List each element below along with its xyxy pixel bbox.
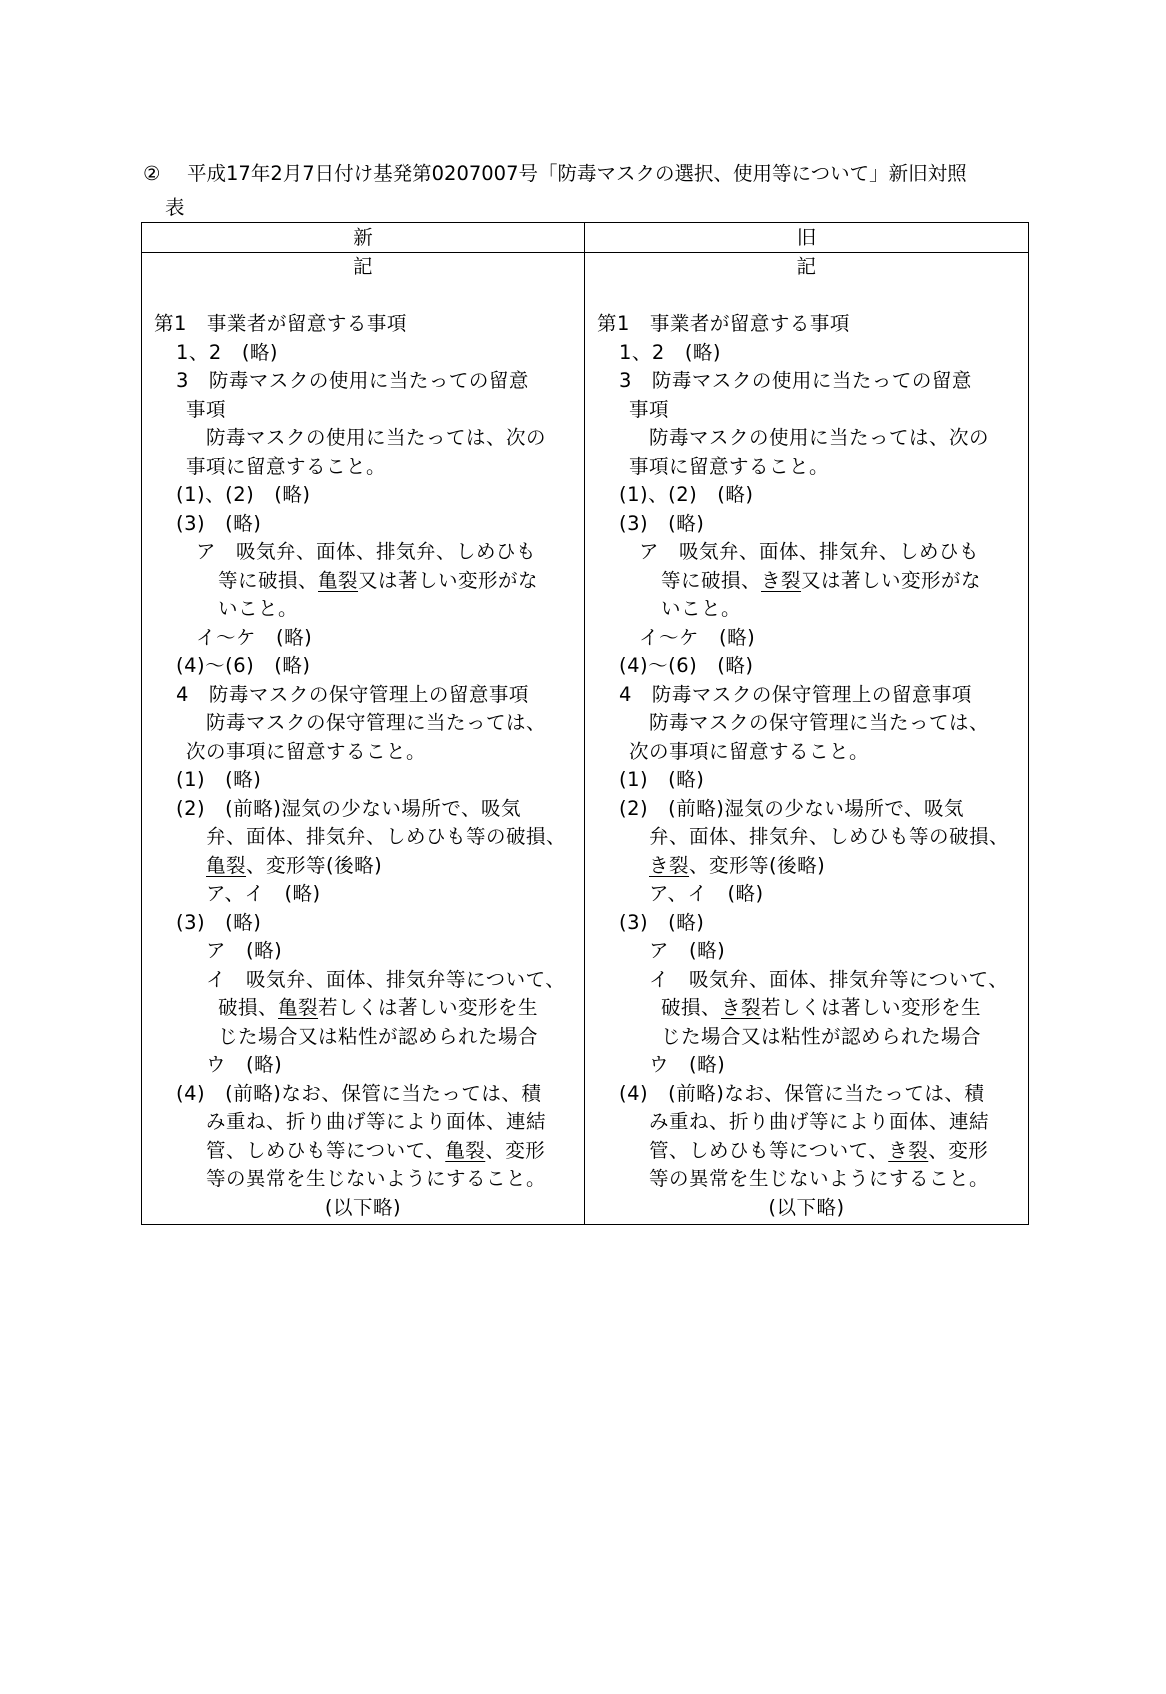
text-line (585, 966, 1028, 995)
line-text: 次の事項に留意すること。 (186, 739, 427, 763)
line-text: 等に破損、 (218, 568, 319, 592)
header-new: 新 (142, 223, 585, 253)
line-text: ア 吸気弁、面体、排気弁、しめひも (196, 540, 537, 563)
text-line (585, 567, 1028, 596)
line-text: 事項に留意すること。 (186, 454, 387, 478)
text-line (142, 310, 584, 339)
header-row (142, 223, 1029, 253)
text-line (585, 909, 1028, 938)
text-line (142, 1051, 584, 1080)
text-line (142, 396, 584, 425)
text-line (142, 339, 584, 368)
text-line (142, 994, 584, 1023)
text-line (142, 510, 584, 539)
line-text: 防毒マスクの使用に当たっては、次の (629, 426, 990, 449)
old-column-footer: (以下略) (768, 1195, 845, 1219)
line-text: 第1 事業者が留意する事項 (597, 312, 850, 335)
line-text: (1) (略) (176, 768, 262, 791)
text-line (142, 966, 584, 995)
line-text: 防毒マスクの保守管理に当たっては、 (629, 711, 990, 734)
text-line (585, 937, 1028, 966)
amended-term: き裂 (649, 853, 690, 877)
text-line (142, 538, 584, 567)
text-line (142, 909, 584, 938)
text-line (142, 1023, 584, 1052)
text-line (142, 852, 584, 881)
text-line (142, 1165, 584, 1194)
text-line (142, 681, 584, 710)
text-line (142, 766, 584, 795)
text-line (585, 538, 1028, 567)
line-text: み重ね、折り曲げ等により面体、連結 (206, 1110, 547, 1133)
line-text: ア (略) (206, 939, 283, 962)
amended-term: 亀裂 (445, 1138, 486, 1162)
blank-line (585, 282, 1028, 311)
text-line (585, 510, 1028, 539)
text-line (142, 481, 584, 510)
line-text: 、変形等(後略) (689, 853, 826, 877)
line-text: イ 吸気弁、面体、排気弁等について、 (206, 967, 566, 991)
amended-term: き裂 (721, 996, 762, 1019)
line-text: (1)、(2) (略) (176, 483, 311, 506)
new-column-footer: (以下略) (324, 1195, 402, 1219)
line-text: ウ (略) (649, 1053, 726, 1076)
line-text: 管、しめひも等について、 (206, 1138, 446, 1162)
old-column (585, 253, 1029, 1225)
blank-line (142, 282, 584, 311)
line-text: じた場合又は粘性が認められた場合 (218, 1024, 539, 1048)
text-line (585, 1108, 1028, 1137)
text-line (585, 453, 1028, 482)
line-text: (1)、(2) (略) (619, 483, 754, 506)
line-text: 、変形 (485, 1138, 546, 1162)
line-text: 破損、 (218, 996, 279, 1019)
line-text: (4)～(6) (略) (619, 654, 754, 677)
text-line (585, 1165, 1028, 1194)
text-line (585, 652, 1028, 681)
line-text: 弁、面体、排気弁、しめひも等の破損、 (649, 825, 1010, 848)
text-line (142, 567, 584, 596)
new-column (142, 253, 585, 1225)
text-line (142, 424, 584, 453)
text-line (585, 624, 1028, 653)
line-text: 破損、 (661, 996, 722, 1019)
text-line (142, 1080, 584, 1109)
text-line (142, 937, 584, 966)
line-text: 防毒マスクの保守管理に当たっては、 (186, 711, 547, 734)
comparison-table (141, 222, 1029, 1225)
line-text: (2) (前略)湿気の少ない場所で、吸気 (176, 796, 521, 820)
line-text: 等の異常を生じないようにすること。 (206, 1167, 547, 1190)
text-line (585, 595, 1028, 624)
line-text: イ～ケ (略) (639, 625, 756, 649)
text-line (585, 880, 1028, 909)
text-line (142, 1137, 584, 1166)
text-line (142, 652, 584, 681)
line-text: 若しくは著しい変形を生 (318, 996, 539, 1019)
amended-term: き裂 (761, 568, 802, 592)
text-line (585, 424, 1028, 453)
text-line (585, 795, 1028, 824)
line-text: 次の事項に留意すること。 (629, 739, 870, 763)
line-text: (4) (前略)なお、保管に当たっては、積 (176, 1081, 542, 1105)
amended-term: き裂 (888, 1138, 929, 1162)
line-text: 防毒マスクの使用に当たっては、次の (186, 426, 547, 449)
line-text: (4)～(6) (略) (176, 654, 311, 677)
line-text: イ～ケ (略) (196, 625, 313, 649)
line-text: ア 吸気弁、面体、排気弁、しめひも (639, 540, 980, 563)
text-line (585, 681, 1028, 710)
text-line (585, 481, 1028, 510)
line-text: 事項 (186, 397, 227, 421)
line-text: 1、2 (略) (619, 340, 722, 364)
line-text: 事項に留意すること。 (629, 454, 830, 478)
text-line (142, 823, 584, 852)
line-text: み重ね、折り曲げ等により面体、連結 (649, 1110, 990, 1133)
body-row (142, 253, 1029, 1225)
line-text: 、変形 (928, 1138, 989, 1162)
document-title (143, 157, 1033, 191)
header-old: 旧 (585, 223, 1029, 253)
line-text: いこと。 (218, 597, 299, 620)
text-line (585, 1080, 1028, 1109)
line-text: 3 防毒マスクの使用に当たっての留意 (176, 369, 529, 392)
line-text: 又は著しい変形がな (801, 568, 982, 592)
text-line (585, 396, 1028, 425)
new-column-lines (142, 310, 584, 1194)
line-text: 、変形等(後略) (246, 853, 383, 877)
line-text: 又は著しい変形がな (358, 568, 539, 592)
text-line (142, 367, 584, 396)
text-line (142, 795, 584, 824)
line-text: (3) (略) (176, 910, 262, 934)
line-text: 弁、面体、排気弁、しめひも等の破損、 (206, 825, 567, 848)
text-line (585, 823, 1028, 852)
line-text: 3 防毒マスクの使用に当たっての留意 (619, 369, 972, 392)
text-line (585, 994, 1028, 1023)
line-text: (3) (略) (176, 511, 262, 535)
line-text: 管、しめひも等について、 (649, 1138, 889, 1162)
text-line (585, 709, 1028, 738)
line-text: じた場合又は粘性が認められた場合 (661, 1024, 982, 1048)
text-line (142, 880, 584, 909)
text-line (585, 1051, 1028, 1080)
text-line (585, 367, 1028, 396)
line-text: 4 防毒マスクの保守管理上の留意事項 (619, 682, 972, 706)
text-line (585, 310, 1028, 339)
line-text: ア、イ (略) (649, 882, 764, 905)
line-text: (4) (前略)なお、保管に当たっては、積 (619, 1081, 985, 1105)
text-line (142, 595, 584, 624)
line-text: (1) (略) (619, 768, 705, 791)
document-title-continuation: 表 (165, 196, 185, 219)
amended-term: 亀裂 (278, 996, 319, 1019)
text-line (142, 624, 584, 653)
amended-term: 亀裂 (318, 568, 359, 592)
title-text: 平成17年2月7日付け基発第0207007号「防毒マスクの選択、使用等について」新旧対照 (187, 162, 967, 185)
text-line (142, 738, 584, 767)
line-text: (3) (略) (619, 511, 705, 535)
line-text: 事項 (629, 397, 670, 421)
line-text: いこと。 (661, 597, 742, 620)
old-column-lines (585, 310, 1028, 1194)
line-text: ア (略) (649, 939, 726, 962)
text-line (585, 738, 1028, 767)
line-text: ア、イ (略) (206, 882, 321, 905)
text-line (585, 766, 1028, 795)
amended-term: 亀裂 (206, 853, 247, 877)
text-line (142, 453, 584, 482)
text-line (585, 852, 1028, 881)
line-text: ウ (略) (206, 1053, 283, 1076)
text-line (142, 709, 584, 738)
text-line (585, 339, 1028, 368)
title-number: ② (143, 162, 161, 185)
line-text: 第1 事業者が留意する事項 (154, 312, 407, 335)
line-text: 1、2 (略) (176, 340, 279, 364)
text-line (585, 1023, 1028, 1052)
line-text: 等の異常を生じないようにすること。 (649, 1167, 990, 1190)
line-text: 若しくは著しい変形を生 (761, 996, 982, 1019)
line-text: 4 防毒マスクの保守管理上の留意事項 (176, 682, 529, 706)
line-text: イ 吸気弁、面体、排気弁等について、 (649, 967, 1009, 991)
line-text: (3) (略) (619, 910, 705, 934)
line-text: (2) (前略)湿気の少ない場所で、吸気 (619, 796, 964, 820)
text-line (585, 1137, 1028, 1166)
old-column-heading: 記 (796, 255, 817, 278)
line-text: 等に破損、 (661, 568, 762, 592)
text-line (142, 1108, 584, 1137)
new-column-heading: 記 (352, 255, 373, 278)
